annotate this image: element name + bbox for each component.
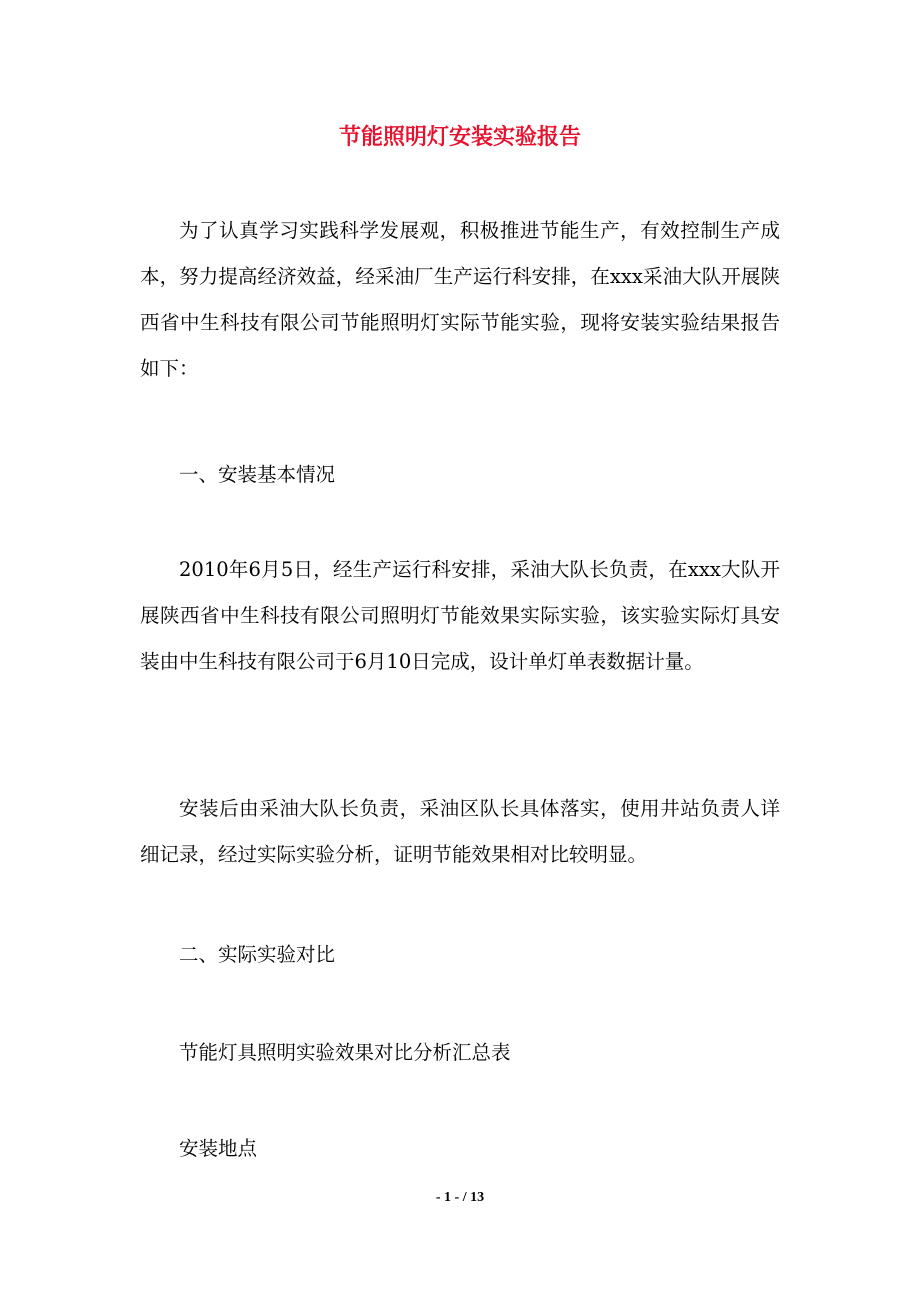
page-number: - 1 - / 13: [435, 1190, 485, 1205]
basic-info-paragraph: 2010年6月5日，经生产运行科安排，采油大队长负责，在xxx大队开展陕西省中生科技有限公司照明灯节能效果实际实验，该实验实际灯具安装由中生科技有限公司于6月10日完成，设计单灯单表数据计量。: [140, 558, 780, 673]
section-heading-comparison: 二、实际实验对比: [179, 943, 336, 966]
table-title: 节能灯具照明实验效果对比分析汇总表: [179, 1041, 511, 1064]
document-title: 节能照明灯安装实验报告: [338, 125, 581, 150]
after-install-paragraph: 安装后由采油大队长负责，采油区队长具体落实，使用井站负责人详细记录，经过实际实验分析，证明节能效果相对比较明显。: [140, 797, 780, 866]
location-label: 安装地点: [179, 1137, 258, 1160]
section-heading-basic-info: 一、安装基本情况: [179, 463, 336, 486]
intro-paragraph: 为了认真学习实践科学发展观，积极推进节能生产，有效控制生产成本，努力提高经济效益，经采油厂生产运行科安排，在xxx采油大队开展陕西省中生科技有限公司节能照明灯实际节能实验，现将安装实验结果报告如下：: [140, 219, 780, 380]
